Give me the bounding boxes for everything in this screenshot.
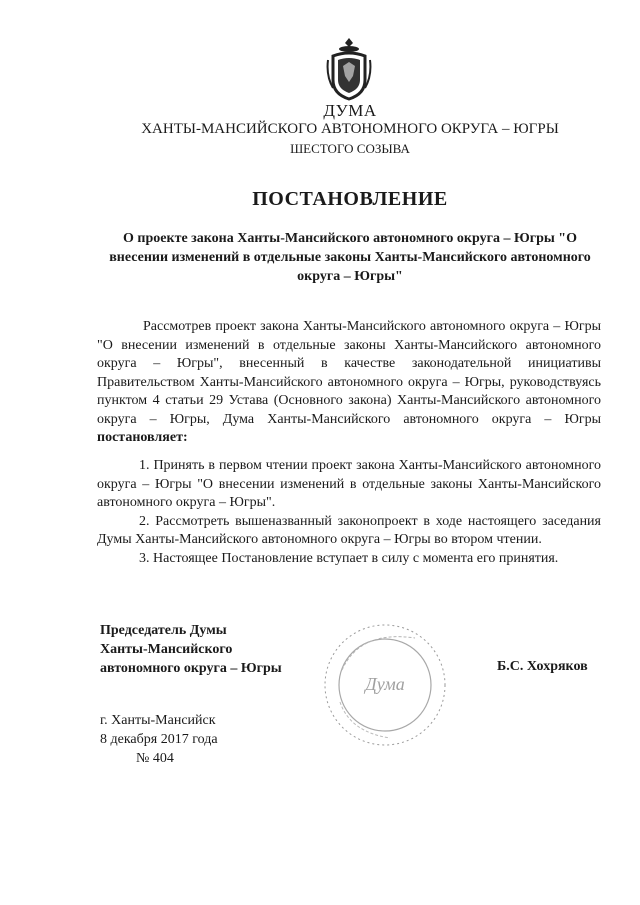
resolution-item: 2. Рассмотреть вышеназванный законопроект в ходе настоящего заседания Думы Ханты-Мансийского автономного округа – Югры во втором чтении. (97, 513, 601, 547)
date: 8 декабря 2017 года (100, 732, 218, 747)
intro-text: Рассмотрев проект закона Ханты-Мансийского автономного округа – Югры "О внесении изменений в отдельные законы Ханты-Мансийского автономного округа – Югры", внесенный в качестве законодательной инициативы Правительством Ханты-Мансийского автономного округа – Югры, руководствуясь пунктом 4 статьи 29 Устава (Основного закона) Ханты-Мансийского автономного округа – Югры, Дума Ханты-Мансийского автономного округа – Югры (97, 319, 601, 427)
intro-paragraph (97, 318, 601, 448)
document-number: № 404 (136, 751, 174, 766)
signer-name: Б.С. Хохряков (497, 659, 588, 674)
place-date-number (100, 711, 218, 768)
signer-title-line: Председатель Думы (100, 623, 227, 638)
document-title: ПОСТАНОВЛЕНИЕ (252, 188, 448, 210)
signer-title-line: Ханты-Мансийского (100, 642, 233, 657)
org-name: ДУМА (323, 101, 377, 120)
city: г. Ханты-Мансийск (100, 713, 216, 728)
coat-of-arms-emblem (325, 36, 373, 102)
resolution-items (97, 457, 601, 568)
resolution-item: 1. Принять в первом чтении проект закона Ханты-Мансийского автономного округа – Югры "О внесении изменений в отдельные законы Ханты-Мансийского автономного округа – Югры". (97, 458, 601, 510)
resolution-item: 3. Настоящее Постановление вступает в силу с момента его принятия. (139, 550, 559, 566)
signer-title (100, 621, 330, 678)
region-name: ХАНТЫ-МАНСИЙСКОГО АВТОНОМНОГО ОКРУГА – ЮГРЫ (141, 121, 559, 137)
convocation: ШЕСТОГО СОЗЫВА (290, 141, 410, 156)
document-subject: О проекте закона Ханты-Мансийского автономного округа – Югры "О внесении изменений в отдельные законы Ханты-Мансийского автономного округа – Югры" (109, 231, 591, 284)
signer-title-line: автономного округа – Югры (100, 661, 282, 676)
seal-text: Дума (365, 674, 405, 694)
official-seal-stamp (320, 620, 450, 750)
resolves-word: постановляет: (97, 430, 188, 445)
